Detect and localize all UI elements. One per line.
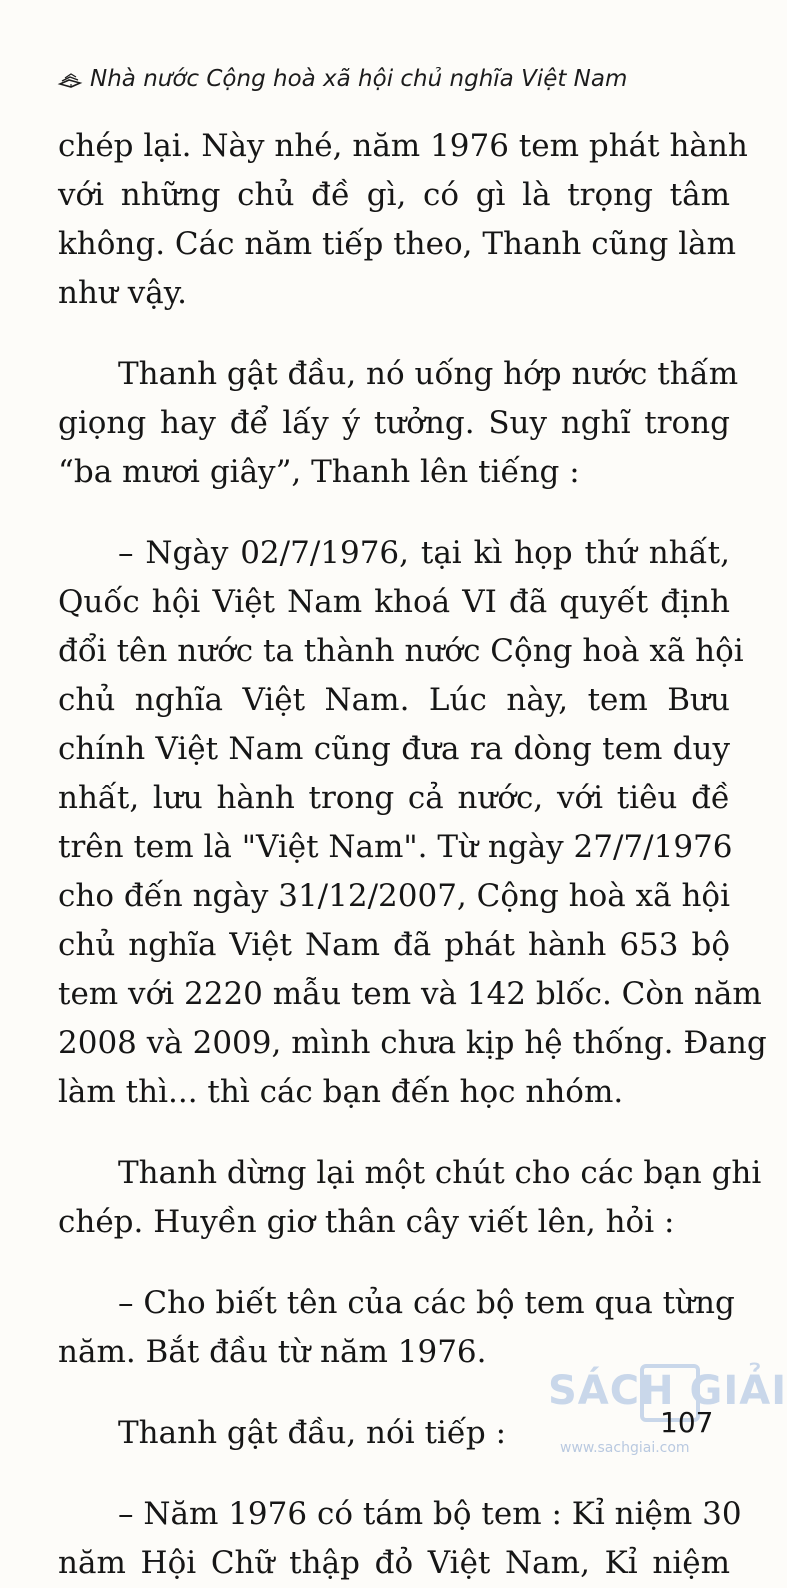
text-line: làm thì... thì các bạn đến học nhóm.	[58, 1074, 624, 1110]
running-header	[58, 58, 728, 100]
text-line: “ba mươi giây”, Thanh lên tiếng :	[58, 454, 580, 490]
text-line: chép lại. Này nhé, năm 1976 tem phát hành	[58, 128, 748, 164]
text-line: năm Hội Chữ thập đỏ Việt Nam, Kỉ niệm	[58, 1545, 730, 1581]
paragraph	[58, 350, 739, 497]
text-line: Thanh gật đầu, nó uống hớp nước thấm	[118, 356, 739, 392]
text-line: nhất, lưu hành trong cả nước, với tiêu đề	[58, 780, 730, 816]
text-line: đổi tên nước ta thành nước Cộng hoà xã hội	[58, 633, 744, 669]
text-line: giọng hay để lấy ý tưởng. Suy nghĩ trong	[58, 405, 730, 441]
text-line: – Ngày 02/7/1976, tại kì họp thứ nhất,	[118, 535, 730, 571]
paragraph	[58, 529, 767, 1117]
text-line: chủ nghĩa Việt Nam đã phát hành 653 bộ	[58, 927, 730, 963]
text-line: Thanh dừng lại một chút cho các bạn ghi	[118, 1155, 762, 1191]
text-line: với những chủ đề gì, có gì là trọng tâm	[58, 177, 730, 213]
text-line: – Cho biết tên của các bộ tem qua từng	[118, 1285, 735, 1321]
paragraph	[58, 1149, 762, 1247]
paragraph	[58, 122, 748, 318]
text-line: tem với 2220 mẫu tem và 142 blốc. Còn năm	[58, 976, 762, 1012]
text-line: cho đến ngày 31/12/2007, Cộng hoà xã hội	[58, 878, 730, 914]
paragraph	[58, 1490, 742, 1588]
watermark-url: www.sachgiai.com	[560, 1440, 690, 1456]
page-number: 107	[660, 1406, 714, 1439]
text-line: Thanh gật đầu, nói tiếp :	[118, 1415, 507, 1451]
text-line: chính Việt Nam cũng đưa ra dòng tem duy	[58, 731, 730, 767]
text-line: trên tem là "Việt Nam". Từ ngày 27/7/1976	[58, 829, 733, 865]
text-line: chủ nghĩa Việt Nam. Lúc này, tem Bưu	[58, 682, 730, 718]
text-line: 2008 và 2009, mình chưa kịp hệ thống. Đang	[58, 1025, 767, 1061]
text-line: – Năm 1976 có tám bộ tem : Kỉ niệm 30	[118, 1496, 742, 1532]
watermark-brand: SÁCH GIẢI	[548, 1368, 787, 1414]
text-line: không. Các năm tiếp theo, Thanh cũng làm	[58, 226, 737, 262]
text-line: năm. Bắt đầu từ năm 1976.	[58, 1334, 487, 1370]
book-icon	[58, 69, 82, 89]
header-title: Nhà nước Cộng hoà xã hội chủ nghĩa Việt Nam	[90, 66, 628, 92]
text-line: như vậy.	[58, 275, 187, 311]
text-line: Quốc hội Việt Nam khoá VI đã quyết định	[58, 584, 730, 620]
paragraph	[58, 1279, 735, 1377]
text-line: chép. Huyền giơ thân cây viết lên, hỏi :	[58, 1204, 675, 1240]
